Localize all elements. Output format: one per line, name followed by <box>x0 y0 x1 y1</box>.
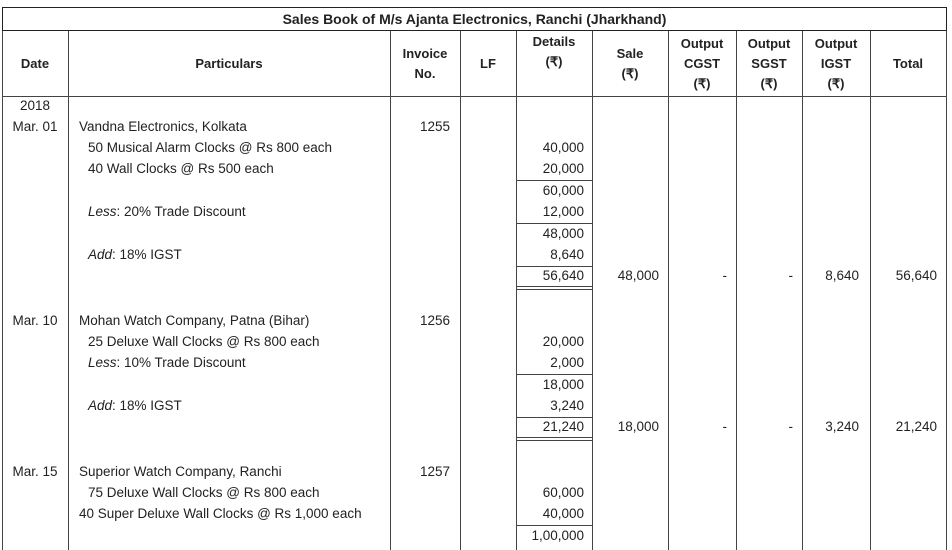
sale-amount: 18,000 <box>617 419 659 434</box>
year-label: 2018 <box>19 98 51 113</box>
col-border-right <box>946 31 947 550</box>
detail-amount: 40,000 <box>542 140 584 155</box>
entry-party: Vandna Electronics, Kolkata <box>79 119 247 134</box>
igst-amount: 3,240 <box>825 419 859 434</box>
detail-amount: 18,000 <box>542 377 584 392</box>
header-total: Total <box>892 55 924 71</box>
entry-invoice: 1256 <box>419 313 450 328</box>
header-date: Date <box>20 55 50 71</box>
detail-amount: 40,000 <box>542 506 584 521</box>
double-underline <box>516 437 592 441</box>
header-output-igst: Output IGST (₹) <box>814 35 858 91</box>
header-invoice: Invoice No. <box>402 45 448 81</box>
detail-amount: 1,00,000 <box>531 528 584 543</box>
col-border-sale <box>668 31 669 550</box>
add-line: Add: 18% IGST <box>88 247 182 262</box>
col-border-cgst <box>736 31 737 550</box>
detail-amount: 3,240 <box>550 398 584 413</box>
igst-amount: 8,640 <box>825 268 859 283</box>
line-item: 40 Wall Clocks @ Rs 500 each <box>88 161 274 176</box>
detail-amount: 12,000 <box>542 204 584 219</box>
detail-amount: 20,000 <box>542 161 584 176</box>
col-border-lf <box>516 31 517 550</box>
cgst-amount: - <box>722 268 727 283</box>
sale-amount: 48,000 <box>617 268 659 283</box>
less-line: Less: 10% Trade Discount <box>88 355 246 370</box>
entry-date: Mar. 01 <box>12 119 58 134</box>
detail-amount: 60,000 <box>542 485 584 500</box>
page-title: Sales Book of M/s Ajanta Electronics, Ranchi (Jharkhand) <box>2 7 947 31</box>
line-item: 40 Super Deluxe Wall Clocks @ Rs 1,000 each <box>79 506 362 521</box>
col-border-date <box>68 31 69 550</box>
detail-amount: 60,000 <box>542 183 584 198</box>
entry-invoice: 1255 <box>419 119 450 134</box>
add-line: Add: 18% IGST <box>88 398 182 413</box>
entry-party: Superior Watch Company, Ranchi <box>79 464 282 479</box>
entry-date: Mar. 10 <box>12 313 58 328</box>
col-border-igst <box>870 31 871 550</box>
detail-amount: 2,000 <box>550 355 584 370</box>
entry-party: Mohan Watch Company, Patna (Bihar) <box>79 313 310 328</box>
total-amount: 21,240 <box>895 419 937 434</box>
header-details: Details (₹) <box>532 34 576 69</box>
header-sale: Sale (₹) <box>616 45 644 81</box>
entry-date: Mar. 15 <box>12 464 58 479</box>
entry-invoice: 1257 <box>419 464 450 479</box>
header-output-sgst: Output SGST (₹) <box>747 35 791 91</box>
col-border-details <box>592 31 593 550</box>
detail-amount: 48,000 <box>542 226 584 241</box>
col-border-sgst <box>802 31 803 550</box>
line-item: 50 Musical Alarm Clocks @ Rs 800 each <box>88 140 333 155</box>
col-border-invoice <box>460 31 461 550</box>
line-item: 75 Deluxe Wall Clocks @ Rs 800 each <box>88 485 320 500</box>
header-bottom-rule <box>2 96 947 97</box>
header-particulars: Particulars <box>195 55 263 71</box>
detail-amount: 8,640 <box>550 247 584 262</box>
detail-amount: 56,640 <box>542 268 584 283</box>
line-item: 25 Deluxe Wall Clocks @ Rs 800 each <box>88 334 320 349</box>
sgst-amount: - <box>788 419 793 434</box>
header-output-cgst: Output CGST (₹) <box>680 35 724 91</box>
sgst-amount: - <box>788 268 793 283</box>
header-lf: LF <box>480 55 496 71</box>
double-underline <box>516 286 592 290</box>
less-line: Less: 20% Trade Discount <box>88 204 246 219</box>
total-amount: 56,640 <box>895 268 937 283</box>
cgst-amount: - <box>722 419 727 434</box>
detail-amount: 21,240 <box>542 419 584 434</box>
detail-amount: 20,000 <box>542 334 584 349</box>
